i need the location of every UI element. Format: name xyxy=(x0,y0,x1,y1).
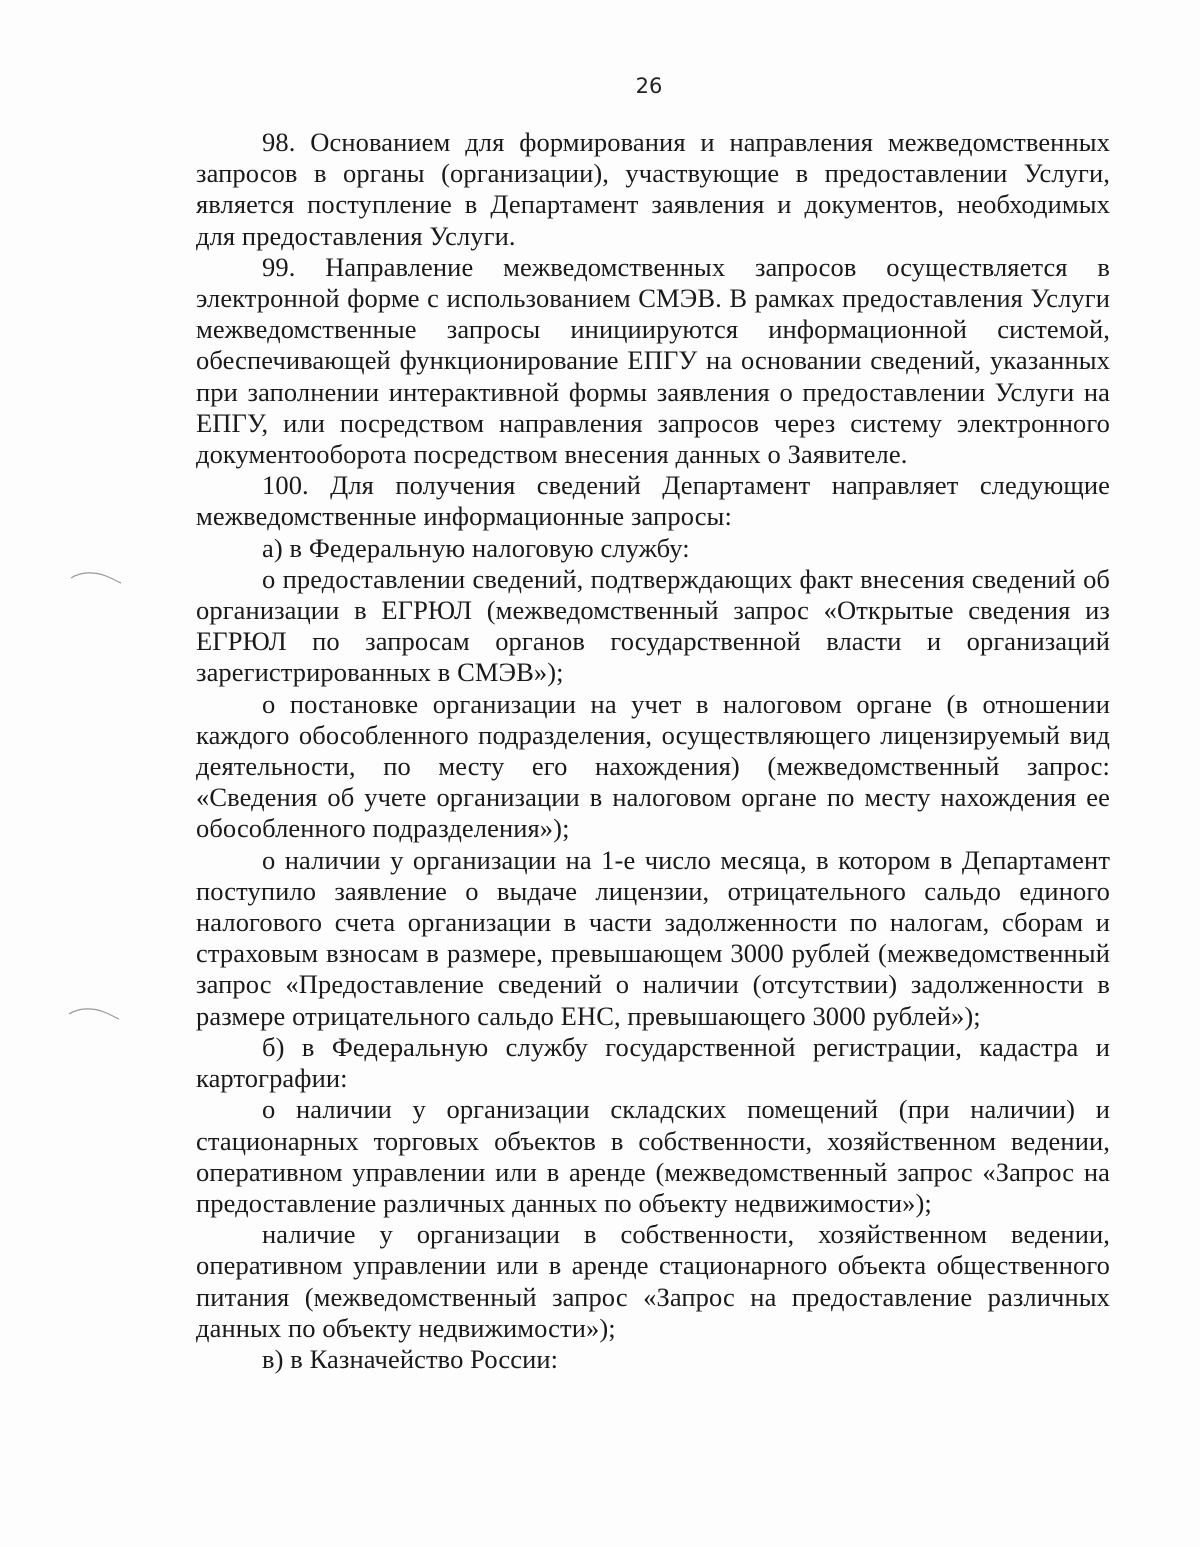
paragraph-99: 99. Направление межведомственных запросов осуществляется в электронной форме с использованием СМЭВ. В рамках предоставления Услуги межведомственные запросы инициируются информационной системой, обеспечивающей функционирование ЕПГУ на основании сведений, указанных при заполнении интерактивной формы заявления о предоставлении Услуги на ЕПГУ, или посредством направления запросов через систему электронного документооборота посредством внесения данных о Заявителе. xyxy=(196,251,1110,470)
list-subitem-tax-registration: о постановке организации на учет в налоговом органе (в отношении каждого обособленного подразделения, осуществляющего лицензируемый вид деятельности, по месту его нахождения) (межведомственный запрос: «Сведения об учете организации в налоговом органе по месту нахождения ее обособленного подразделения»); xyxy=(196,688,1110,844)
page-number: 26 xyxy=(635,74,663,98)
list-subitem-tax-debt: о наличии у организации на 1-е число месяца, в котором в Департамент поступило заявление о выдаче лицензии, отрицательного сальдо единого налогового счета организации в части задолженности по налогам, сборам и страховым взносам в размере, превышающем 3000 рублей (межведомственный запрос «Предоставление сведений о наличии (отсутствии) задолженности в размере отрицательного сальдо ЕНС, превышающего 3000 рублей»); xyxy=(196,844,1110,1031)
margin-pen-mark xyxy=(70,570,122,584)
list-subitem-catering: наличие у организации в собственности, хозяйственном ведении, оперативном управлении или в аренде стационарного объекта общественного питания (межведомственный запрос «Запрос на предоставление различных данных по объекту недвижимости»); xyxy=(196,1219,1110,1343)
margin-pen-mark xyxy=(68,1006,120,1020)
list-item-v: в) в Казначейство России: xyxy=(262,1343,559,1374)
document-body xyxy=(196,127,1110,1375)
list-item-b: б) в Федеральную службу государственной регистрации, кадастра и картографии: xyxy=(196,1031,1110,1094)
list-subitem-warehouses: о наличии у организации складских помещений (при наличии) и стационарных торговых объектов в собственности, хозяйственном ведении, оперативном управлении или в аренде (межведомственный запрос «Запрос на предоставление различных данных по объекту недвижимости»); xyxy=(196,1094,1110,1218)
paragraph-100: 100. Для получения сведений Департамент направляет следующие межведомственные информационные запросы: xyxy=(196,470,1110,532)
list-item-a: а) в Федеральную налоговую службу: xyxy=(262,532,690,563)
paragraph-98: 98. Основанием для формирования и направления межведомственных запросов в органы (организации), участвующие в предоставлении Услуги, является поступление в Департамент заявления и документов, необходимых для предоставления Услуги. xyxy=(196,127,1110,251)
list-subitem-egrul: о предоставлении сведений, подтверждающих факт внесения сведений об организации в ЕГРЮЛ (межведомственный запрос «Открытые сведения из ЕГРЮЛ по запросам органов государственной власти и организаций зарегистрированных в СМЭВ»); xyxy=(196,563,1110,688)
